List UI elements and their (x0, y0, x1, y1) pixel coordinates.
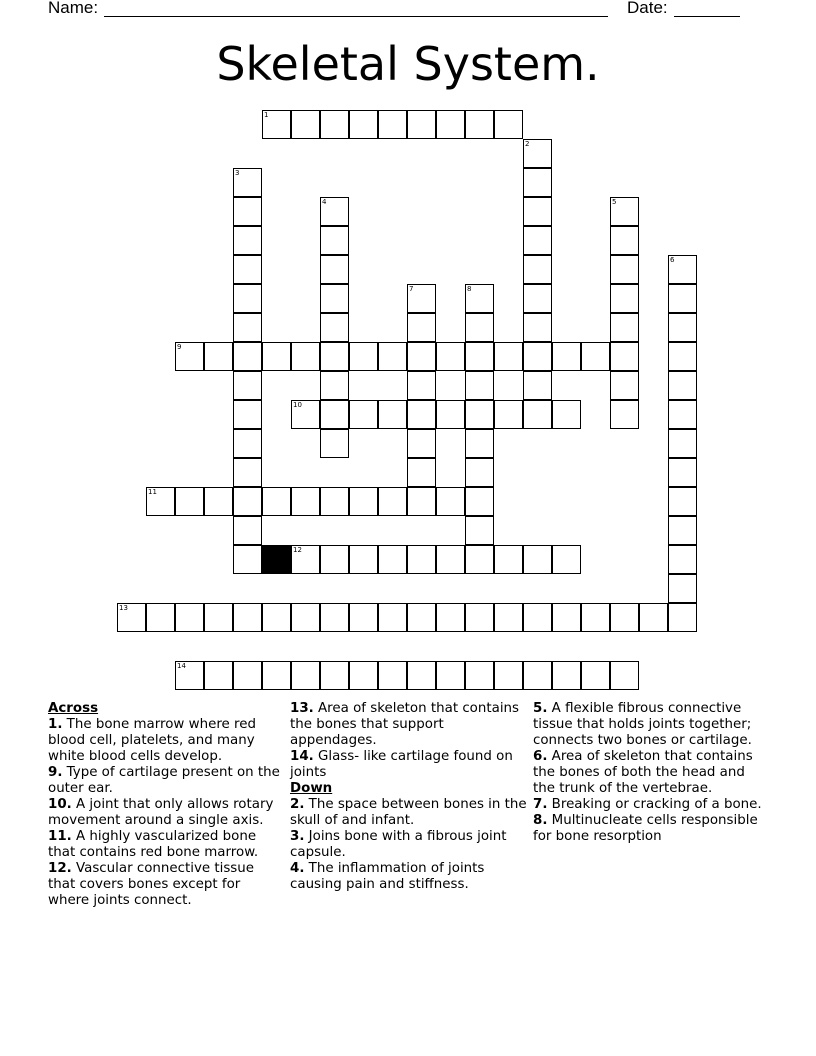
grid-cell[interactable] (146, 487, 175, 516)
grid-cell[interactable] (436, 661, 465, 690)
grid-cell[interactable] (668, 516, 697, 545)
grid-cell[interactable] (465, 342, 494, 371)
grid-cell[interactable] (233, 168, 262, 197)
grid-cell[interactable] (668, 545, 697, 574)
grid-cell[interactable] (465, 400, 494, 429)
grid-cell[interactable] (610, 661, 639, 690)
grid-cell[interactable] (291, 342, 320, 371)
grid-cell[interactable] (320, 545, 349, 574)
cell-number: 4 (322, 198, 327, 206)
grid-cell[interactable] (494, 661, 523, 690)
grid-cell[interactable] (204, 603, 233, 632)
grid-cell[interactable] (407, 429, 436, 458)
grid-cell[interactable] (117, 603, 146, 632)
cell-number: 9 (177, 343, 182, 351)
grid-cell[interactable] (320, 429, 349, 458)
grid-cell[interactable] (320, 197, 349, 226)
grid-cell[interactable] (349, 545, 378, 574)
grid-cell[interactable] (320, 487, 349, 516)
grid-cell[interactable] (233, 284, 262, 313)
grid-cell[interactable] (465, 487, 494, 516)
grid-cell[interactable] (233, 603, 262, 632)
grid-cell[interactable] (175, 487, 204, 516)
grid-cell[interactable] (407, 342, 436, 371)
grid-cell[interactable] (233, 516, 262, 545)
name-line[interactable] (104, 16, 608, 17)
grid-cell[interactable] (465, 458, 494, 487)
grid-cell[interactable] (407, 458, 436, 487)
grid-cell[interactable] (610, 313, 639, 342)
grid-cell[interactable] (465, 545, 494, 574)
grid-cell[interactable] (668, 342, 697, 371)
grid-cell[interactable] (233, 545, 262, 574)
grid-cell[interactable] (407, 545, 436, 574)
clue-across-9: 9. Type of cartilage present on the outer ear. (48, 765, 280, 796)
cell-number: 2 (525, 140, 530, 148)
clue-across-14: 14. Glass- like cartilage found on joints (290, 749, 513, 780)
grid-cell[interactable] (407, 400, 436, 429)
grid-cell[interactable] (349, 661, 378, 690)
cell-number: 7 (409, 285, 414, 293)
grid-cell[interactable] (465, 284, 494, 313)
grid-cell[interactable] (291, 661, 320, 690)
grid-cell[interactable] (204, 342, 233, 371)
grid-cell[interactable] (668, 458, 697, 487)
grid-cell[interactable] (494, 342, 523, 371)
grid-cell[interactable] (233, 661, 262, 690)
clues-column-2 (290, 701, 528, 893)
cell-number: 11 (148, 488, 157, 496)
grid-cell[interactable] (436, 545, 465, 574)
grid-cell[interactable] (407, 371, 436, 400)
grid-cell[interactable] (378, 400, 407, 429)
grid-cell[interactable] (233, 197, 262, 226)
grid-cell[interactable] (349, 110, 378, 139)
grid-cell[interactable] (436, 110, 465, 139)
page-title: Skeletal System. (216, 37, 600, 91)
grid-cell[interactable] (552, 342, 581, 371)
clue-down-2: 2. The space between bones in the skull of and infant. (290, 797, 527, 828)
grid-cell[interactable] (494, 400, 523, 429)
cell-number: 3 (235, 169, 240, 177)
grid-cell[interactable] (610, 284, 639, 313)
grid-cell[interactable] (407, 313, 436, 342)
grid-cell[interactable] (407, 284, 436, 313)
grid-cell[interactable] (668, 371, 697, 400)
grid-cell[interactable] (523, 400, 552, 429)
grid-cell[interactable] (494, 603, 523, 632)
grid-cell[interactable] (291, 603, 320, 632)
clue-down-7: 7. Breaking or cracking of a bone. (533, 797, 762, 812)
grid-cell[interactable] (668, 429, 697, 458)
grid-cell[interactable] (378, 110, 407, 139)
grid-cell[interactable] (436, 400, 465, 429)
grid-cell[interactable] (320, 255, 349, 284)
grid-cell[interactable] (320, 342, 349, 371)
grid-cell[interactable] (465, 313, 494, 342)
cell-number: 12 (293, 546, 302, 554)
grid-cell[interactable] (320, 371, 349, 400)
grid-cell[interactable] (378, 545, 407, 574)
grid-cell[interactable] (436, 342, 465, 371)
name-label: Name: (48, 0, 99, 17)
grid-cell[interactable] (523, 313, 552, 342)
grid-cell[interactable] (668, 487, 697, 516)
grid-cell[interactable] (407, 110, 436, 139)
date-line[interactable] (674, 16, 740, 17)
cell-number: 5 (612, 198, 617, 206)
grid-cell[interactable] (610, 255, 639, 284)
grid-cell[interactable] (668, 603, 697, 632)
grid-cell[interactable] (407, 603, 436, 632)
grid-cell[interactable] (581, 661, 610, 690)
grid-cell[interactable] (523, 603, 552, 632)
grid-cell[interactable] (523, 284, 552, 313)
cell-number: 6 (670, 256, 675, 264)
cell-number: 13 (119, 604, 128, 612)
grid-cell[interactable] (233, 458, 262, 487)
grid-cell[interactable] (523, 226, 552, 255)
grid-cell[interactable] (320, 313, 349, 342)
cell-number: 14 (177, 662, 186, 670)
grid-cell[interactable] (233, 371, 262, 400)
grid-cell[interactable] (233, 226, 262, 255)
clues-column-3 (533, 701, 769, 845)
grid-cell[interactable] (349, 342, 378, 371)
header (0, 0, 816, 24)
grid-cell[interactable] (349, 400, 378, 429)
grid-cell[interactable] (523, 545, 552, 574)
grid-cell[interactable] (552, 661, 581, 690)
grid-cell[interactable] (233, 313, 262, 342)
grid-cell[interactable] (320, 400, 349, 429)
grid-cell[interactable] (233, 400, 262, 429)
grid-cell[interactable] (523, 255, 552, 284)
grid-cell[interactable] (378, 487, 407, 516)
down-heading: Down (290, 781, 333, 796)
grid-cell[interactable] (407, 661, 436, 690)
grid-cell[interactable] (146, 603, 175, 632)
grid-cell[interactable] (523, 342, 552, 371)
grid-cell[interactable] (465, 603, 494, 632)
date-label: Date: (627, 0, 668, 17)
grid-cell[interactable] (668, 255, 697, 284)
grid-cell[interactable] (175, 661, 204, 690)
clue-down-8: 8. Multinucleate cells responsible for bone resorption (533, 813, 758, 844)
grid-cell[interactable] (291, 110, 320, 139)
clue-across-11: 11. A highly vascularized bone that contains red bone marrow. (48, 829, 259, 860)
grid-cell[interactable] (407, 487, 436, 516)
grid-cell[interactable] (233, 342, 262, 371)
grid-cell[interactable] (610, 226, 639, 255)
grid-cell[interactable] (175, 342, 204, 371)
grid-cell[interactable] (668, 400, 697, 429)
clue-across-10: 10. A joint that only allows rotary movement around a single axis. (48, 797, 274, 828)
grid-cell[interactable] (262, 661, 291, 690)
grid-cell[interactable] (378, 661, 407, 690)
clues-column-1 (48, 701, 284, 909)
clue-across-12: 12. Vascular connective tissue that covers bones except for where joints connect. (48, 861, 255, 908)
grid-cell[interactable] (523, 168, 552, 197)
grid-cell[interactable] (233, 487, 262, 516)
grid-cell[interactable] (552, 400, 581, 429)
grid-cell[interactable] (523, 139, 552, 168)
grid-cell[interactable] (291, 545, 320, 574)
grid-cell[interactable] (610, 197, 639, 226)
clue-down-6: 6. Area of skeleton that contains the bones of both the head and the trunk of the vertebrae. (533, 749, 753, 796)
cell-number: 1 (264, 111, 269, 119)
grid-cell[interactable] (465, 110, 494, 139)
grid-cell[interactable] (436, 487, 465, 516)
grid-cell[interactable] (465, 429, 494, 458)
grid-cell[interactable] (668, 574, 697, 603)
grid-cell[interactable] (233, 255, 262, 284)
grid-cell[interactable] (320, 661, 349, 690)
grid-cell[interactable] (204, 661, 233, 690)
grid-cell[interactable] (465, 516, 494, 545)
grid-cell[interactable] (610, 603, 639, 632)
grid-cell[interactable] (291, 487, 320, 516)
grid-cell[interactable] (320, 110, 349, 139)
grid-cell[interactable] (523, 661, 552, 690)
black-cell (262, 545, 291, 574)
grid-cell[interactable] (262, 342, 291, 371)
grid-cell[interactable] (552, 545, 581, 574)
grid-cell[interactable] (494, 545, 523, 574)
grid-cell[interactable] (552, 603, 581, 632)
grid-cell[interactable] (523, 371, 552, 400)
grid-cell[interactable] (349, 487, 378, 516)
grid-cell[interactable] (668, 313, 697, 342)
grid-cell[interactable] (610, 342, 639, 371)
grid-cell[interactable] (320, 284, 349, 313)
grid-cell[interactable] (262, 487, 291, 516)
grid-cell[interactable] (639, 603, 668, 632)
grid-cell[interactable] (233, 429, 262, 458)
grid-cell[interactable] (262, 110, 291, 139)
grid-cell[interactable] (262, 603, 291, 632)
cell-number: 10 (293, 401, 302, 409)
clue-across-13: 13. Area of skeleton that contains the bones that support appendages. (290, 701, 520, 748)
grid-cell[interactable] (320, 603, 349, 632)
grid-cell[interactable] (204, 487, 233, 516)
grid-cell[interactable] (668, 284, 697, 313)
across-heading: Across (48, 701, 99, 716)
clue-across-1: 1. The bone marrow where red blood cell, platelets, and many white blood cells develop. (48, 717, 256, 764)
clue-down-4: 4. The inflammation of joints causing pain and stiffness. (290, 861, 485, 892)
clue-down-3: 3. Joins bone with a fibrous joint capsule. (290, 829, 507, 860)
grid-cell[interactable] (465, 661, 494, 690)
grid-cell[interactable] (465, 371, 494, 400)
cell-number: 8 (467, 285, 472, 293)
grid-cell[interactable] (523, 197, 552, 226)
grid-cell[interactable] (581, 603, 610, 632)
grid-cell[interactable] (610, 400, 639, 429)
grid-cell[interactable] (378, 342, 407, 371)
clue-down-5: 5. A flexible fibrous connective tissue that holds joints together; connects two bones or cartilage. (533, 701, 752, 748)
grid-cell[interactable] (320, 226, 349, 255)
grid-cell[interactable] (494, 110, 523, 139)
grid-cell[interactable] (581, 342, 610, 371)
grid-cell[interactable] (610, 371, 639, 400)
grid-cell[interactable] (291, 400, 320, 429)
grid-cell[interactable] (378, 603, 407, 632)
grid-cell[interactable] (175, 603, 204, 632)
grid-cell[interactable] (349, 603, 378, 632)
grid-cell[interactable] (436, 603, 465, 632)
